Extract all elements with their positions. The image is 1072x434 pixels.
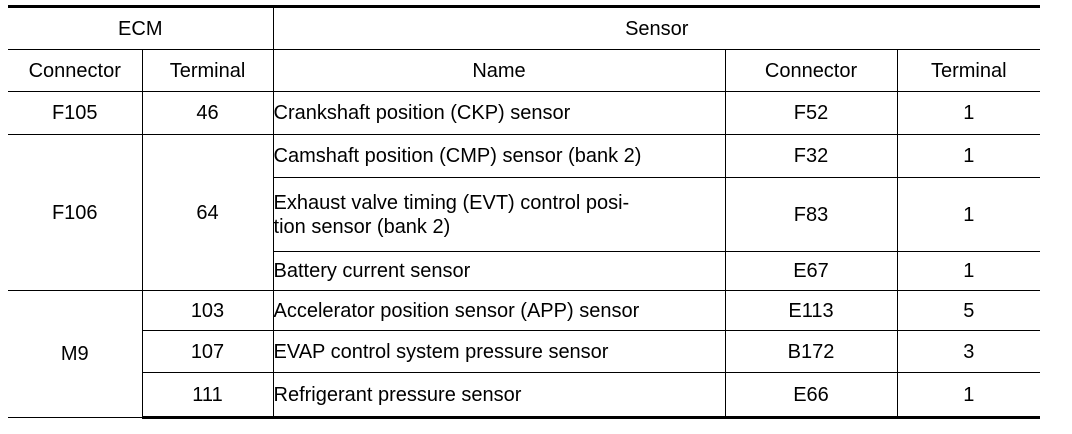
sensor-connector-cell: E67 — [725, 252, 897, 291]
sensor-terminal-cell: 1 — [897, 252, 1040, 291]
header-row-columns — [8, 50, 1040, 92]
sensor-terminal-cell: 5 — [897, 291, 1040, 331]
sensor-connector-cell: F83 — [725, 178, 897, 252]
header-ecm-terminal: Terminal — [142, 50, 273, 92]
sensor-connector-cell: B172 — [725, 331, 897, 373]
sensor-terminal-cell: 1 — [897, 373, 1040, 418]
sensor-terminal-cell: 1 — [897, 92, 1040, 135]
sensor-terminal-cell: 1 — [897, 135, 1040, 178]
ecm-terminal-cell: 103 — [142, 291, 273, 331]
sensor-name-cell: EVAP control system pressure sensor — [273, 331, 725, 373]
ecm-connector-cell: F106 — [8, 135, 142, 291]
sensor-terminal-cell: 1 — [897, 178, 1040, 252]
sensor-name-cell: Accelerator position sensor (APP) sensor — [273, 291, 725, 331]
sensor-connector-cell: F32 — [725, 135, 897, 178]
sensor-name-line-1: Exhaust valve timing (EVT) control posi- — [273, 191, 630, 214]
sensor-name-cell: Battery current sensor — [273, 252, 725, 291]
sensor-name-cell: Crankshaft position (CKP) sensor — [273, 92, 725, 135]
sensor-name-cell: Refrigerant pressure sensor — [273, 373, 725, 418]
table-row — [8, 373, 1040, 418]
header-sensor-connector: Connector — [725, 50, 897, 92]
ecm-connector-cell: F105 — [8, 92, 142, 135]
header-ecm: ECM — [8, 7, 273, 50]
sensor-connector-cell: E66 — [725, 373, 897, 418]
sensor-name-line-2: tion sensor (bank 2) — [273, 215, 451, 238]
table-row — [8, 92, 1040, 135]
header-sensor-terminal: Terminal — [897, 50, 1040, 92]
sensor-name-cell — [273, 178, 725, 252]
sensor-connector-cell: F52 — [725, 92, 897, 135]
header-name: Name — [273, 50, 725, 92]
table-row — [8, 331, 1040, 373]
sensor-connector-cell: E113 — [725, 291, 897, 331]
sensor-terminal-cell: 3 — [897, 331, 1040, 373]
sensor-name-cell: Camshaft position (CMP) sensor (bank 2) — [273, 135, 725, 178]
header-row-groups — [8, 7, 1040, 50]
ecm-terminal-cell: 107 — [142, 331, 273, 373]
ecm-terminal-cell: 111 — [142, 373, 273, 418]
ecm-terminal-cell: 64 — [142, 135, 273, 291]
ecm-connector-cell: M9 — [8, 291, 142, 418]
header-sensor: Sensor — [273, 7, 1040, 50]
header-ecm-connector: Connector — [8, 50, 142, 92]
ecm-sensor-table — [8, 5, 1040, 419]
table-row — [8, 291, 1040, 331]
table-row — [8, 135, 1040, 178]
ecm-terminal-cell: 46 — [142, 92, 273, 135]
